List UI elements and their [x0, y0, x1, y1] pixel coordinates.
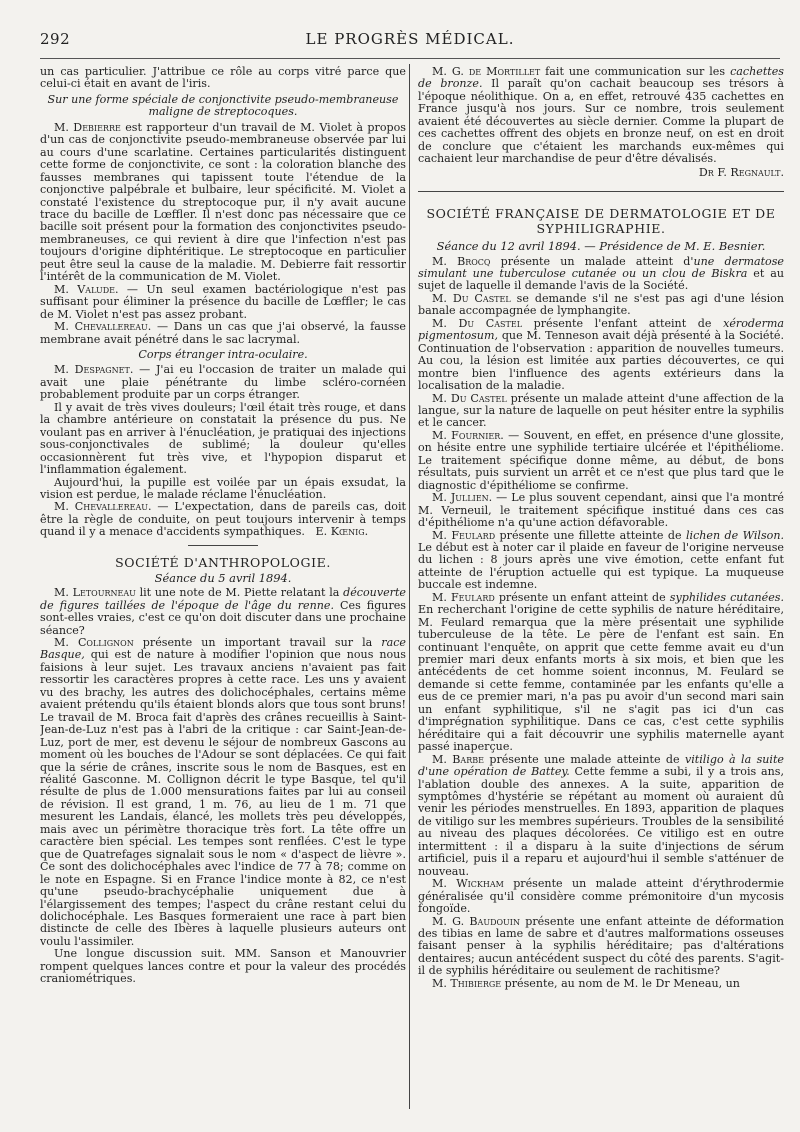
italic-text: syphilides cutanées. [669, 590, 784, 604]
speaker-name: M. Collignon [54, 636, 134, 650]
paragraph-il-y-avait: Il y avait de très vives douleurs; l'œil était très rouge, et dans la chambre antérieure on constatait la présence du pus. Ne voulant pas en arriver à l'énucléation, je pratiquai des injections sous-conjonctivales de sublimé; la douleur qu'elles occasionnèrent fut très vive, et l'hypopion disparut et l'inflammation également. [40, 400, 406, 477]
paragraph-wickham [418, 878, 784, 915]
paragraph-debierre [40, 122, 406, 284]
signature-text: Dr F. Regnault. [698, 165, 784, 179]
section-title-dermatologie: SOCIÉTÉ FRANÇAISE DE DERMATOLOGIE ET DE SYPHILIGRAPHIE. [426, 206, 776, 237]
paragraph-du-castel-2 [418, 318, 784, 393]
paragraph-text: que M. Tenneson avait déjà présenté à la Société. Continuation de l'observation : apparition de nouvelles tumeurs. Au cou, la lésion est limitée aux parties découvertes, ce qui montre bien l'influence des agents extérieurs dans la localisation de la maladie. [418, 329, 784, 393]
speaker-name: M. Barbe [432, 752, 484, 766]
speaker-name: M. Du Castel [432, 291, 511, 305]
paragraph-text: Il paraît qu'on cachait beaucoup ses trésors à l'époque néolithique. On a, en effet, retrouvé 435 cachettes en France jusqu'à nos jours. Sur ce nombre, trois seulement avaient été découvertes au siècle dernier. Comme la plupart de ces cachettes offrent des objets en bronze neuf, on est en droit de conclure que c'étaient les marchands eux-mêmes qui cachaient leur marchandise de peur d'être dévalisés. [418, 77, 784, 166]
italic-text: race Basque, [40, 636, 406, 662]
speaker-name: M. G. Baudouin [432, 914, 520, 928]
paragraph-baudouin [418, 916, 784, 978]
italic-text: cachettes de bronze. [418, 66, 784, 91]
paragraph-discussion: Une longue discussion suit. MM. Sanson et Manouvrier rompent quelques lances contre et pour la valeur des procédés craniométriques. [40, 947, 406, 986]
paragraph-barbe [418, 754, 784, 879]
section-rule [418, 191, 784, 192]
paragraph-text: présente un malade atteint d'une affection de la langue, sur la nature de laquelle on peut hésiter entre la syphilis et le cancer. [418, 391, 784, 430]
paragraph-aujourdhui: Aujourd'hui, la pupille est voilée par un épais exsudat, la vision est perdue, le malade réclame l'énucléation. [40, 475, 406, 501]
paragraph-text: est rapporteur d'un travail de M. Violet à propos d'un cas de conjonctivite pseudo-membraneuse observée par lui au cours d'une scarlatine. Certaines particularités distinguent cette forme de conjonctivite, ce sont : la coloration blanche des fausses membranes qui tapissent toute l'étendue de la conjonctive palpébrale et bulbaire, leur spécificité. M. Violet a constaté l'existence du streptocoque pur, il n'y avait aucune trace du bacille de Lœffler. Il n'est donc pas nécessaire que ce bacille soit présent pour la formation des conjonctivites pseudo-membraneuses, ce qui revient à dire que l'infection n'est pas toujours d'origine diphtéritique. Le streptocoque en particulier peut être seul la cause de la maladie. M. Debierre fait ressortir l'intérêt de la communication de M. Violet. [40, 120, 406, 284]
paragraph-thibierge [418, 978, 784, 990]
paragraph-du-castel-3 [418, 393, 784, 430]
paragraph-text: — Souvent, en effet, en présence d'une glossite, on hésite entre une syphilide tertiaire ulcérée et l'épithéliome. Le traitement spécifique donne même, au début, de bons résultats, puis survient un arrêt et ce n'est que plus tard que le diagnostic d'épithéliome se confirme. [418, 428, 784, 492]
paragraph-jullien [418, 492, 784, 529]
paragraph-feulard-2 [418, 592, 784, 754]
paragraph-text: — Dans un cas que j'ai observé, la fausse membrane avait pénétré dans le sac lacrymal. [40, 320, 406, 346]
paragraph-text: présente une fillette atteinte de [495, 528, 686, 542]
italic-text: vitiligo à la suite d'une opération de Battey. [418, 752, 784, 779]
paragraph-brocq [418, 256, 784, 293]
speaker-name: M. Feulard [432, 590, 495, 604]
italic-text: découverte de figures taillées de l'époque de l'âge du renne. [40, 586, 406, 612]
paragraph-intro: un cas particulier. J'attribue ce rôle au corps vitré parce que celui-ci était en avant de l'iris. [40, 66, 406, 91]
paragraph-text: Ces figures sont-elles vraies, c'est ce qu'on doit discuter dans une prochaine séance? [40, 598, 406, 637]
speaker-name: M. Despagnet. [54, 363, 134, 377]
speaker-name: M. Fournier. [432, 428, 504, 442]
subheading-corps-etranger: Corps étranger intra-oculaire. [138, 347, 308, 361]
paragraph-text: lit une note de M. Piette relatant la [135, 586, 344, 600]
paragraph-despagnet [40, 364, 406, 401]
paragraph-text: présente, au nom de M. le Dr Meneau, un [501, 976, 740, 990]
paragraph-text: présente un enfant atteint de [494, 590, 670, 604]
speaker-name: M. Thibierge [432, 976, 502, 990]
italic-text: xéroderma pigmentosum, [418, 316, 784, 343]
seance-date-text: Séance du 5 avril 1894. [154, 570, 292, 585]
section-title-anthropologie: SOCIÉTÉ D'ANTHROPOLOGIE. [115, 554, 331, 570]
speaker-name: M. Brocq [432, 254, 491, 268]
paragraph-text: présente une enfant atteinte de déformation des tibias en lame de sabre et d'autres malformations osseuses faisant penser à la syphilis héréditaire; pas d'altérations dentaires; aucun antécédent suspect du côté des parents. S'agit-il de syphilis héréditaire ou seulement de rachitisme? [418, 914, 784, 978]
page-number: 292 [40, 30, 71, 48]
paragraph-text: qui est de nature à modifier l'opinion que nous nous faisions à leur sujet. Les travaux anciens n'avaient pas fait ressortir les caractères propres à cette race. Les uns y avaient vu des brachy, les autres des dolichocéphales, certains même avaient prétendu qu'ils étaient blonds alors que tous sont bruns! Le travail de M. Broca fait d'après des crânes recueillis à Saint-Jean-de-Luz n'est pas à l'abri de la critique : car Saint-Jean-de-Luz, port de mer, est devenu le séjour de nombreux Gascons au moment où les bouches de l'Adour se sont déplacées. Ce qui fait que la série de crânes, inscrite sous le nom de Basques, est en réalité Gasconne. M. Collignon décrit le type Basque, tel qu'il résulte de plus de 1.000 mensurations faites par lui au conseil de révision. Il est grand, 1 m. 76, au lieu de 1 m. 71 que mesurent les Landais, élancé, les mollets très peu développés, mais avec un périmètre thoracique très fort. La tête offre un caractère bien spécial. Les tempes sont renflées. C'est le type que de Quatrefages signalait sous le nom « d'aspect de lièvre ». Ce sont des dolichocéphales avec l'indice de 77 à 78; comme on le note en Espagne. Si en France l'indice monte à 82, ce n'est qu'une pseudo-brachycéphalie uniquement due à l'élargissement des tempes; l'aspect du crâne restant celui du dolichocéphale. Les Basques formeraient une race à part bien distincte de celle des Ibères à laquelle plusieurs auteurs ont voulu l'assimiler. [40, 648, 406, 948]
speaker-name: M. Debierre [54, 120, 121, 134]
author-signature: E. Kœnig. [315, 525, 369, 539]
right-column [418, 66, 784, 1116]
author-signature [418, 167, 784, 179]
speaker-name: M. Letourneau [54, 586, 136, 600]
paragraph-text: En recherchant l'origine de cette syphilis de nature héréditaire, M. Feulard remarqua que la mère présentait une syphilide tuberculeuse de la tête. Le père de l'enfant est sain. En continuant l'enquête, on apprit que cette femme avait eu d'un premier mari deux enfants morts à six mois, et bien que les antécédents de cet homme soient inconnus, M. Feulard se demande si cette femme, contaminée par les enfants qu'elle a eus de ce premier mari, n'a pas pu avoir d'un second mari sain un enfant syphilitique, s'il ne s'agit pas ici d'un cas d'imprégnation syphilitique. Dans ce cas, c'est cette syphilis héréditaire qui a fait découvrir une syphilis maternelle ayant passé inaperçue. [418, 603, 784, 754]
paragraph-text: présente l'enfant atteint de [522, 316, 724, 330]
speaker-name: M. Valude. [54, 282, 119, 296]
paragraph-text: Cette femme a subi, il y a trois ans, l'ablation double des annexes. A la suite, apparition de symptômes d'hystérie se répétant au moment où auraient dû venir les périodes menstruelles. En 1893, apparition de plaques de vitiligo sur les membres supérieurs. Troubles de la sensibilité au niveau des plaques décolorées. Ce vitiligo est en outre intermittent : il a disparu à la suite d'injections de sérum artificiel, puis il a reparu et aujourd'hui il semble s'atténuer de nouveau. [418, 765, 784, 878]
paragraph-text: présente une malade atteinte de [483, 752, 685, 766]
speaker-name: M. Du Castel [432, 391, 507, 405]
paragraph-text: présente un important travail sur la [133, 636, 382, 650]
paragraph-du-castel-1 [418, 293, 784, 318]
header-rule [40, 58, 780, 59]
seance-date [418, 240, 784, 252]
paragraph-chevallereau-2 [40, 501, 406, 538]
paragraph-text: présente un malade atteint d'érythrodermie généralisée qu'il considère comme prémonitoire d'un mycosis fongoïde. [418, 877, 784, 916]
section-rule [188, 545, 258, 546]
paragraph-chevallereau-1 [40, 321, 406, 346]
running-title: LE PROGRÈS MÉDICAL. [305, 30, 515, 48]
paragraph-feulard-1 [418, 530, 784, 592]
speaker-name: M. Jullien. [432, 491, 493, 505]
seance-date [40, 572, 406, 584]
italic-text: lichen de Wilson. [685, 528, 784, 542]
paragraph-text: présente un malade atteint d' [490, 254, 694, 268]
paragraph-text: Le début est à noter car il plaide en faveur de l'origine nerveuse du lichen : 8 jours après une vive émotion, cette enfant fut atteinte de l'éruption actuelle qui est typique. La muqueuse buccale est indemne. [418, 540, 784, 592]
column-divider [409, 64, 410, 1109]
speaker-name: M. Du Castel [432, 316, 523, 330]
paragraph-text: fait une communication sur les [540, 66, 731, 78]
speaker-name: M. Feulard [432, 528, 496, 542]
left-column [40, 66, 406, 1116]
speaker-name: M. Chevallereau. [54, 500, 152, 514]
paragraph-text: — Un seul examen bactériologique n'est pas suffisant pour éliminer la présence du bacille de Lœffler; le cas de M. Violet n'est pas assez probant. [40, 282, 406, 321]
page-header [40, 30, 780, 52]
paragraph-text: se demande s'il ne s'est pas agi d'une lésion banale accompagnée de lymphangite. [418, 291, 784, 318]
speaker-name: M. Wickham [432, 877, 504, 891]
speaker-name: M. Chevallereau. [54, 320, 152, 334]
paragraph-mortillet [418, 66, 784, 166]
paragraph-text: — L'expectation, dans de pareils cas, doit être la règle de conduite, on peut toujours intervenir à temps quand il y a menace d'accidents sympathiques. [40, 500, 406, 539]
paragraph-text: — J'ai eu l'occasion de traiter un malade qui avait une plaie pénétrante du limbe scléro-cornéen probablement produite par un corps étranger. [40, 363, 406, 402]
paragraph-fournier [418, 430, 784, 492]
paragraph-text: — Le plus souvent cependant, ainsi que l'a montré M. Verneuil, le traitement spécifique institué dans ces cas d'épithéliome n'a qu'une action défavorable. [418, 491, 784, 530]
paragraph-text: et au sujet de laquelle il demande l'avis de la Société. [418, 266, 784, 293]
speaker-name: M. G. de Mortillet [432, 66, 541, 78]
paragraph-collignon [40, 637, 406, 948]
seance-date-text: Séance du 12 avril 1894. — Présidence de M. E. Besnier. [436, 239, 766, 254]
subheading-conjonctivite: Sur une forme spéciale de conjonctivite pseudo-membraneuse maligne de streptocoques. [47, 92, 399, 119]
italic-text: une dermatose simulant une tuberculose cutanée ou un clou de Biskra [418, 254, 784, 280]
paragraph-letourneau [40, 587, 406, 637]
paragraph-valude [40, 284, 406, 321]
